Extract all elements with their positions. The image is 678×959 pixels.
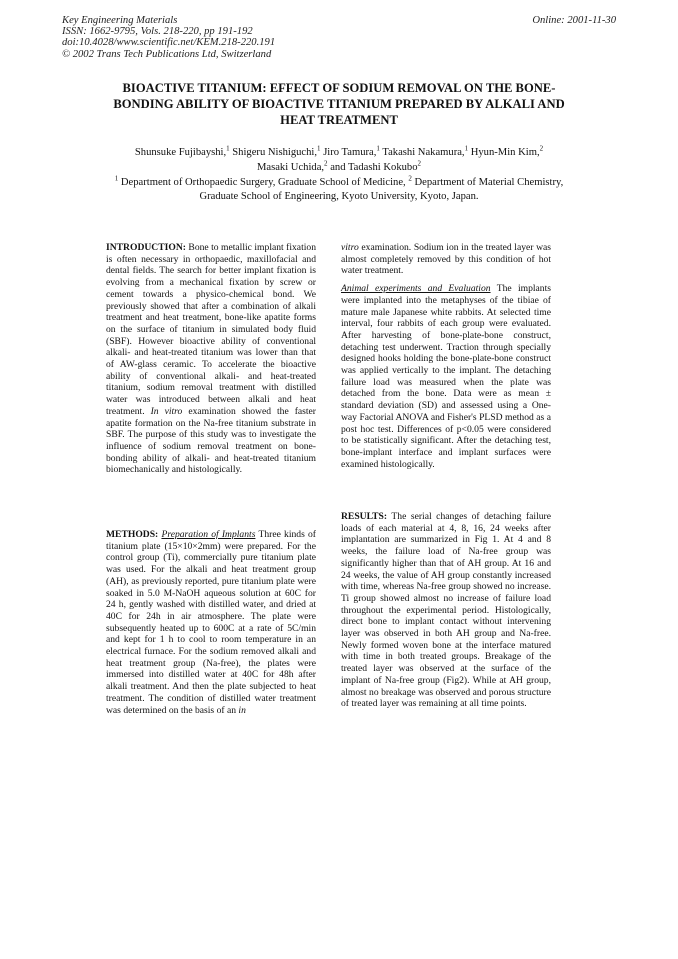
results-heading: RESULTS: — [341, 511, 388, 522]
methods-text-1: Three kinds of titanium plate (15×10×2mm) were prepared. For the control group (Ti), commercially pure titanium plate was used. For the alkali and heat treatment group (AH), as previously reported, pure titanium plate were soaked in 5.0 M-NaOH aqueous solution at 60C for 24 h, gently washed with distilled water, and dried at 40C for 24h in air atmosphere. The plate were subsequently heated up to 600C at a rate of 5C/min and kept for 1 h to cool to room temperature in an electrical furnace. For the sodium removed alkali and heat treatment group (Na-free), the plates were immersed into distilled water at 40C for 48h after alkali treatment. And then the plate subjected to heat treatment. The condition of distilled water treatment was determined on the basis of an — [106, 529, 317, 716]
methods-subheading: Preparation of Implants — [161, 529, 256, 540]
author: Shunsuke Fujibayshi,$^1$ — [134, 144, 230, 158]
journal-issn: ISSN: 1662-9795, Vols. 218-220, pp 191-192 — [62, 26, 253, 38]
author: Tadashi Kokubo$^2$ — [347, 158, 422, 173]
vitro-term: vitro — [341, 242, 359, 253]
results-section — [341, 511, 551, 710]
affiliation-1: Department of Orthopaedic Surgery, Graduate School of Medicine, — [120, 177, 406, 188]
author: Hyun-Min Kim,$^2$ — [470, 144, 544, 158]
journal-copyright: © 2002 Trans Tech Publications Ltd, Switzerland — [62, 48, 272, 60]
author-list — [95, 146, 583, 175]
methods-heading: METHODS: — [106, 529, 159, 540]
journal-name: Key Engineering Materials — [62, 15, 178, 26]
methods-section — [106, 529, 316, 716]
in-vitro-term: In vitro — [150, 405, 183, 417]
methods-text-2: examination. Sodium ion in the treated layer was almost completely removed by this condition of hot water treatment. — [341, 242, 551, 277]
author: Jiro Tamura,$^1$ — [323, 144, 380, 158]
affiliation-2: Department of Material Chemistry, Graduate School of Engineering, Kyoto University, Kyoto, Japan. — [199, 177, 564, 202]
paper-title: BIOACTIVE TITANIUM: EFFECT OF SODIUM REMOVAL ON THE BONE-BONDING ABILITY OF BIOACTIVE TITANIUM PREPARED BY ALKALI AND HEAT TREATMENT — [113, 81, 565, 127]
animal-experiments-heading: Animal experiments and Evaluation — [341, 283, 491, 295]
journal-doi[interactable]: doi:10.4028/www.scientific.net/KEM.218-220.191 — [62, 37, 276, 49]
methods-continued — [341, 242, 551, 470]
affiliations: $^1$ Department of Orthopaedic Surgery, Graduate School of Medicine, $^2$ Department of Material Chemistry, Graduate School of Engineering, Kyoto University, Kyoto, Japan. — [114, 174, 564, 202]
author: Takashi Nakamura,$^1$ — [382, 144, 469, 158]
animal-experiments-text: The implants were implanted into the metaphyses of the tibiae of mature male Japanese white rabbits. At selected time interval, four rabbits of each group were evaluated. After harvesting of bone-plate-bone construct, detaching test underwent. Traction through specially designed hooks holding the bone-plate-bone construct was applied vertically to the implant. The detaching failure load was measured when the plate was detached from the bone. Data were as mean ± standard deviation (SD) and assessed using a One-way Factorial ANOVA and Fisher's PLSD method as a post hoc test. Differences of p<0.05 were considered to be statistically significant. After the detaching test, bone-implant interface and implant surfaces were examined histologically. — [341, 283, 551, 470]
online-date: Online: 2001-11-30 — [532, 15, 616, 26]
introduction-heading: INTRODUCTION: — [106, 242, 186, 253]
in-term: in — [238, 704, 246, 716]
author: Shigeru Nishiguchi,$^1$ — [232, 144, 321, 158]
results-text: The serial changes of detaching failure loads of each material at 4, 8, 16, 24 weeks after implantation are summarized in Fig 1. At 4 and 8 weeks, the failure load of Na-free group was significantly higher than that of AH group. At 16 and 24 weeks, the value of AH group constantly increased with time, whereas Na-free group showed no increase. Ti group showed almost no increase of failure load throughout the experimental period. Histologically, direct bone to implant contact without intervening layer was observed in both AH group and Na-free. Newly formed woven bone at the interface matured with time in both treated groups. Breakage of the treated layer was observed at the surface of the implant of Na-free group (Fig2). While at AH group, almost no breakage was observed and porous structure of treated layer was remaining at all time points. — [341, 511, 551, 710]
introduction-section — [106, 242, 316, 476]
introduction-text-1: Bone to metallic implant fixation is often necessary in orthopaedic, maxillofacial and dental fields. The search for better implant fixation is evolving from a mechanical fixation by screw or cement towards a physico-chemical bond. We previously showed that after a combination of alkali treatment and heat treatment, bone-like apatite forms on the surface of titanium in simulated body fluid (SBF). However bioactive ability of conventional alkali- and heat-treated titanium was lower than that of AW-glass ceramic. To accelerate the bioactive ability of conventional alkali- and heat-treated titanium, sodium removal treatment with distilled water was introduced between alkali and heat treatment. — [106, 242, 316, 417]
introduction-text-2: examination showed the faster apatite formation on the Na-free titanium substrate in SBF. The purpose of this study was to investigate the influence of sodium removal treatment on bone-bonding ability of alkali- and heat-treated titanium biomechanically and histologically. — [106, 405, 317, 476]
author: Masaki Uchida,$^2$ and — [256, 158, 348, 173]
journal-info — [62, 15, 422, 60]
